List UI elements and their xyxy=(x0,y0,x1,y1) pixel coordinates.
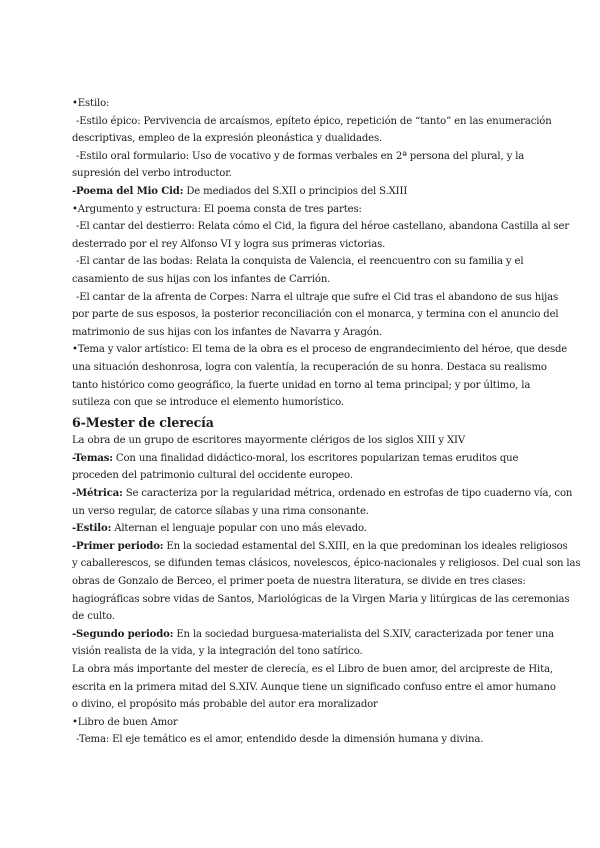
primer-periodo-label: -Primer periodo: xyxy=(72,540,164,552)
argumento-line: •Argumento y estructura: El poema consta de tres partes: xyxy=(72,203,362,215)
obra-importante-line-2: escrita en la primera mitad del S.XIV. Aunque tiene un significado confuso entre el amor humano xyxy=(72,681,556,693)
cantar-afrenta-line-2: por parte de sus esposos, la posterior reconciliación con el monarca, y termina con el anuncio del xyxy=(72,309,559,321)
poema-mio-cid-text: De mediados del S.XII o principios del S.XIII xyxy=(183,185,408,197)
document-body xyxy=(72,95,581,749)
tema-valor-line-2: una situación deshonrosa, logra con valentía, la recuperación de su honra. Destaca su realismo xyxy=(72,361,547,373)
clerecia-intro-line: La obra de un grupo de escritores mayormente clérigos de los siglos XIII y XIV xyxy=(72,435,465,447)
tema-valor-line-4: sutileza con que se introduce el elemento humorístico. xyxy=(72,397,344,409)
metrica-text: Se caracteriza por la regularidad métrica, ordenado en estrofas de tipo cuaderno vía, con xyxy=(122,488,573,500)
metrica-line-1 xyxy=(72,485,573,503)
libro-buen-amor-tema-line: -Tema: El eje temático es el amor, entendido desde la dimensión humana y divina. xyxy=(76,734,484,746)
estilo-epico-line-2: descriptivas, empleo de la expresión pleonástica y dualidades. xyxy=(72,133,383,145)
primer-periodo-line-4: hagiográficas sobre vidas de Santos, Mariológicas de la Virgen Maria y litúrgicas de las ceremonias xyxy=(72,593,570,605)
cantar-afrenta-line-3: matrimonio de sus hijas con los infantes de Navarra y Aragón. xyxy=(72,326,383,338)
cantar-destierro-line-1: -El cantar del destierro: Relata cómo el Cid, la figura del héroe castellano, abandona Castilla al ser xyxy=(76,221,570,233)
temas-label: -Temas: xyxy=(72,452,113,464)
estilo-heading: •Estilo: xyxy=(72,98,110,109)
tema-valor-line-1: •Tema y valor artístico: El tema de la obra es el proceso de engrandecimiento del héroe, que desde xyxy=(72,344,568,356)
tema-valor-line-3: tanto histórico como geográfico, la fuerte unidad en torno al tema principal; y por último, la xyxy=(72,379,531,391)
primer-periodo-line-5: de culto. xyxy=(72,611,115,623)
primer-periodo-line-1 xyxy=(72,538,568,556)
cantar-afrenta-line-1: -El cantar de la afrenta de Corpes: Narra el ultraje que sufre el Cid tras el abandono de sus hijas xyxy=(76,291,559,303)
segundo-periodo-label: -Segundo periodo: xyxy=(72,628,174,640)
libro-buen-amor-heading: •Libro de buen Amor xyxy=(72,716,178,728)
estilo-epico-line-1: -Estilo épico: Pervivencia de arcaísmos, epíteto épico, repetición de “tanto” en las enumeración xyxy=(76,115,552,127)
cantar-bodas-line-1: -El cantar de las bodas: Relata la conquista de Valencia, el reencuentro con su familia y el xyxy=(76,256,524,268)
segundo-periodo-line-1 xyxy=(72,626,554,644)
temas-line-1 xyxy=(72,450,532,468)
temas-text: Con una finalidad didáctico-moral, los escritores popularizan temas eruditos que xyxy=(112,452,519,464)
estilo-clerecia-label: -Estilo: xyxy=(72,523,112,535)
obra-importante-line-3: o divino, el propósito más probable del autor era moralizador xyxy=(72,699,378,711)
estilo-oral-line-2: supresión del verbo introductor. xyxy=(72,168,232,180)
segundo-periodo-line-2: visión realista de la vida, y la integración del tono satírico. xyxy=(72,646,363,658)
segundo-periodo-text: En la sociedad burguesa-materialista del S.XIV, caracterizada por tener una xyxy=(173,628,554,640)
estilo-clerecia-line xyxy=(72,520,532,538)
metrica-line-2: un verso regular, de catorce sílabas y una rima consonante. xyxy=(72,505,369,517)
estilo-clerecia-text: Alternan el lenguaje popular con uno más elevado. xyxy=(111,523,367,535)
metrica-label: -Métrica: xyxy=(72,488,123,500)
estilo-oral-line-1: -Estilo oral formulario: Uso de vocativo y de formas verbales en 2ª persona del plural, y la xyxy=(76,150,525,162)
poema-mio-cid-line xyxy=(72,183,532,201)
primer-periodo-line-3: obras de Gonzalo de Berceo, el primer poeta de nuestra literatura, se divide en tres clases: xyxy=(72,576,526,588)
cantar-destierro-line-2: desterrado por el rey Alfonso VI y logra sus primeras victorias. xyxy=(72,238,386,250)
section-heading-mester-clerecia: 6-Mester de clerecía xyxy=(72,414,214,430)
poema-mio-cid-label: -Poema del Mio Cid: xyxy=(72,185,184,197)
obra-importante-line-1: La obra más importante del mester de clerecía, es el Libro de buen amor, del arcipreste de Hita, xyxy=(72,664,553,675)
primer-periodo-line-2: y caballerescos, se difunden temas clásicos, novelescos, épico-nacionales y religiosos. Del cual son las xyxy=(72,558,581,570)
cantar-bodas-line-2: casamiento de sus hijas con los infantes de Carrión. xyxy=(72,273,331,285)
primer-periodo-text: En la sociedad estamental del S.XIII, en la que predominan los ideales religiosos xyxy=(163,540,568,552)
temas-line-2: proceden del patrimonio cultural del occidente europeo. xyxy=(72,470,353,482)
